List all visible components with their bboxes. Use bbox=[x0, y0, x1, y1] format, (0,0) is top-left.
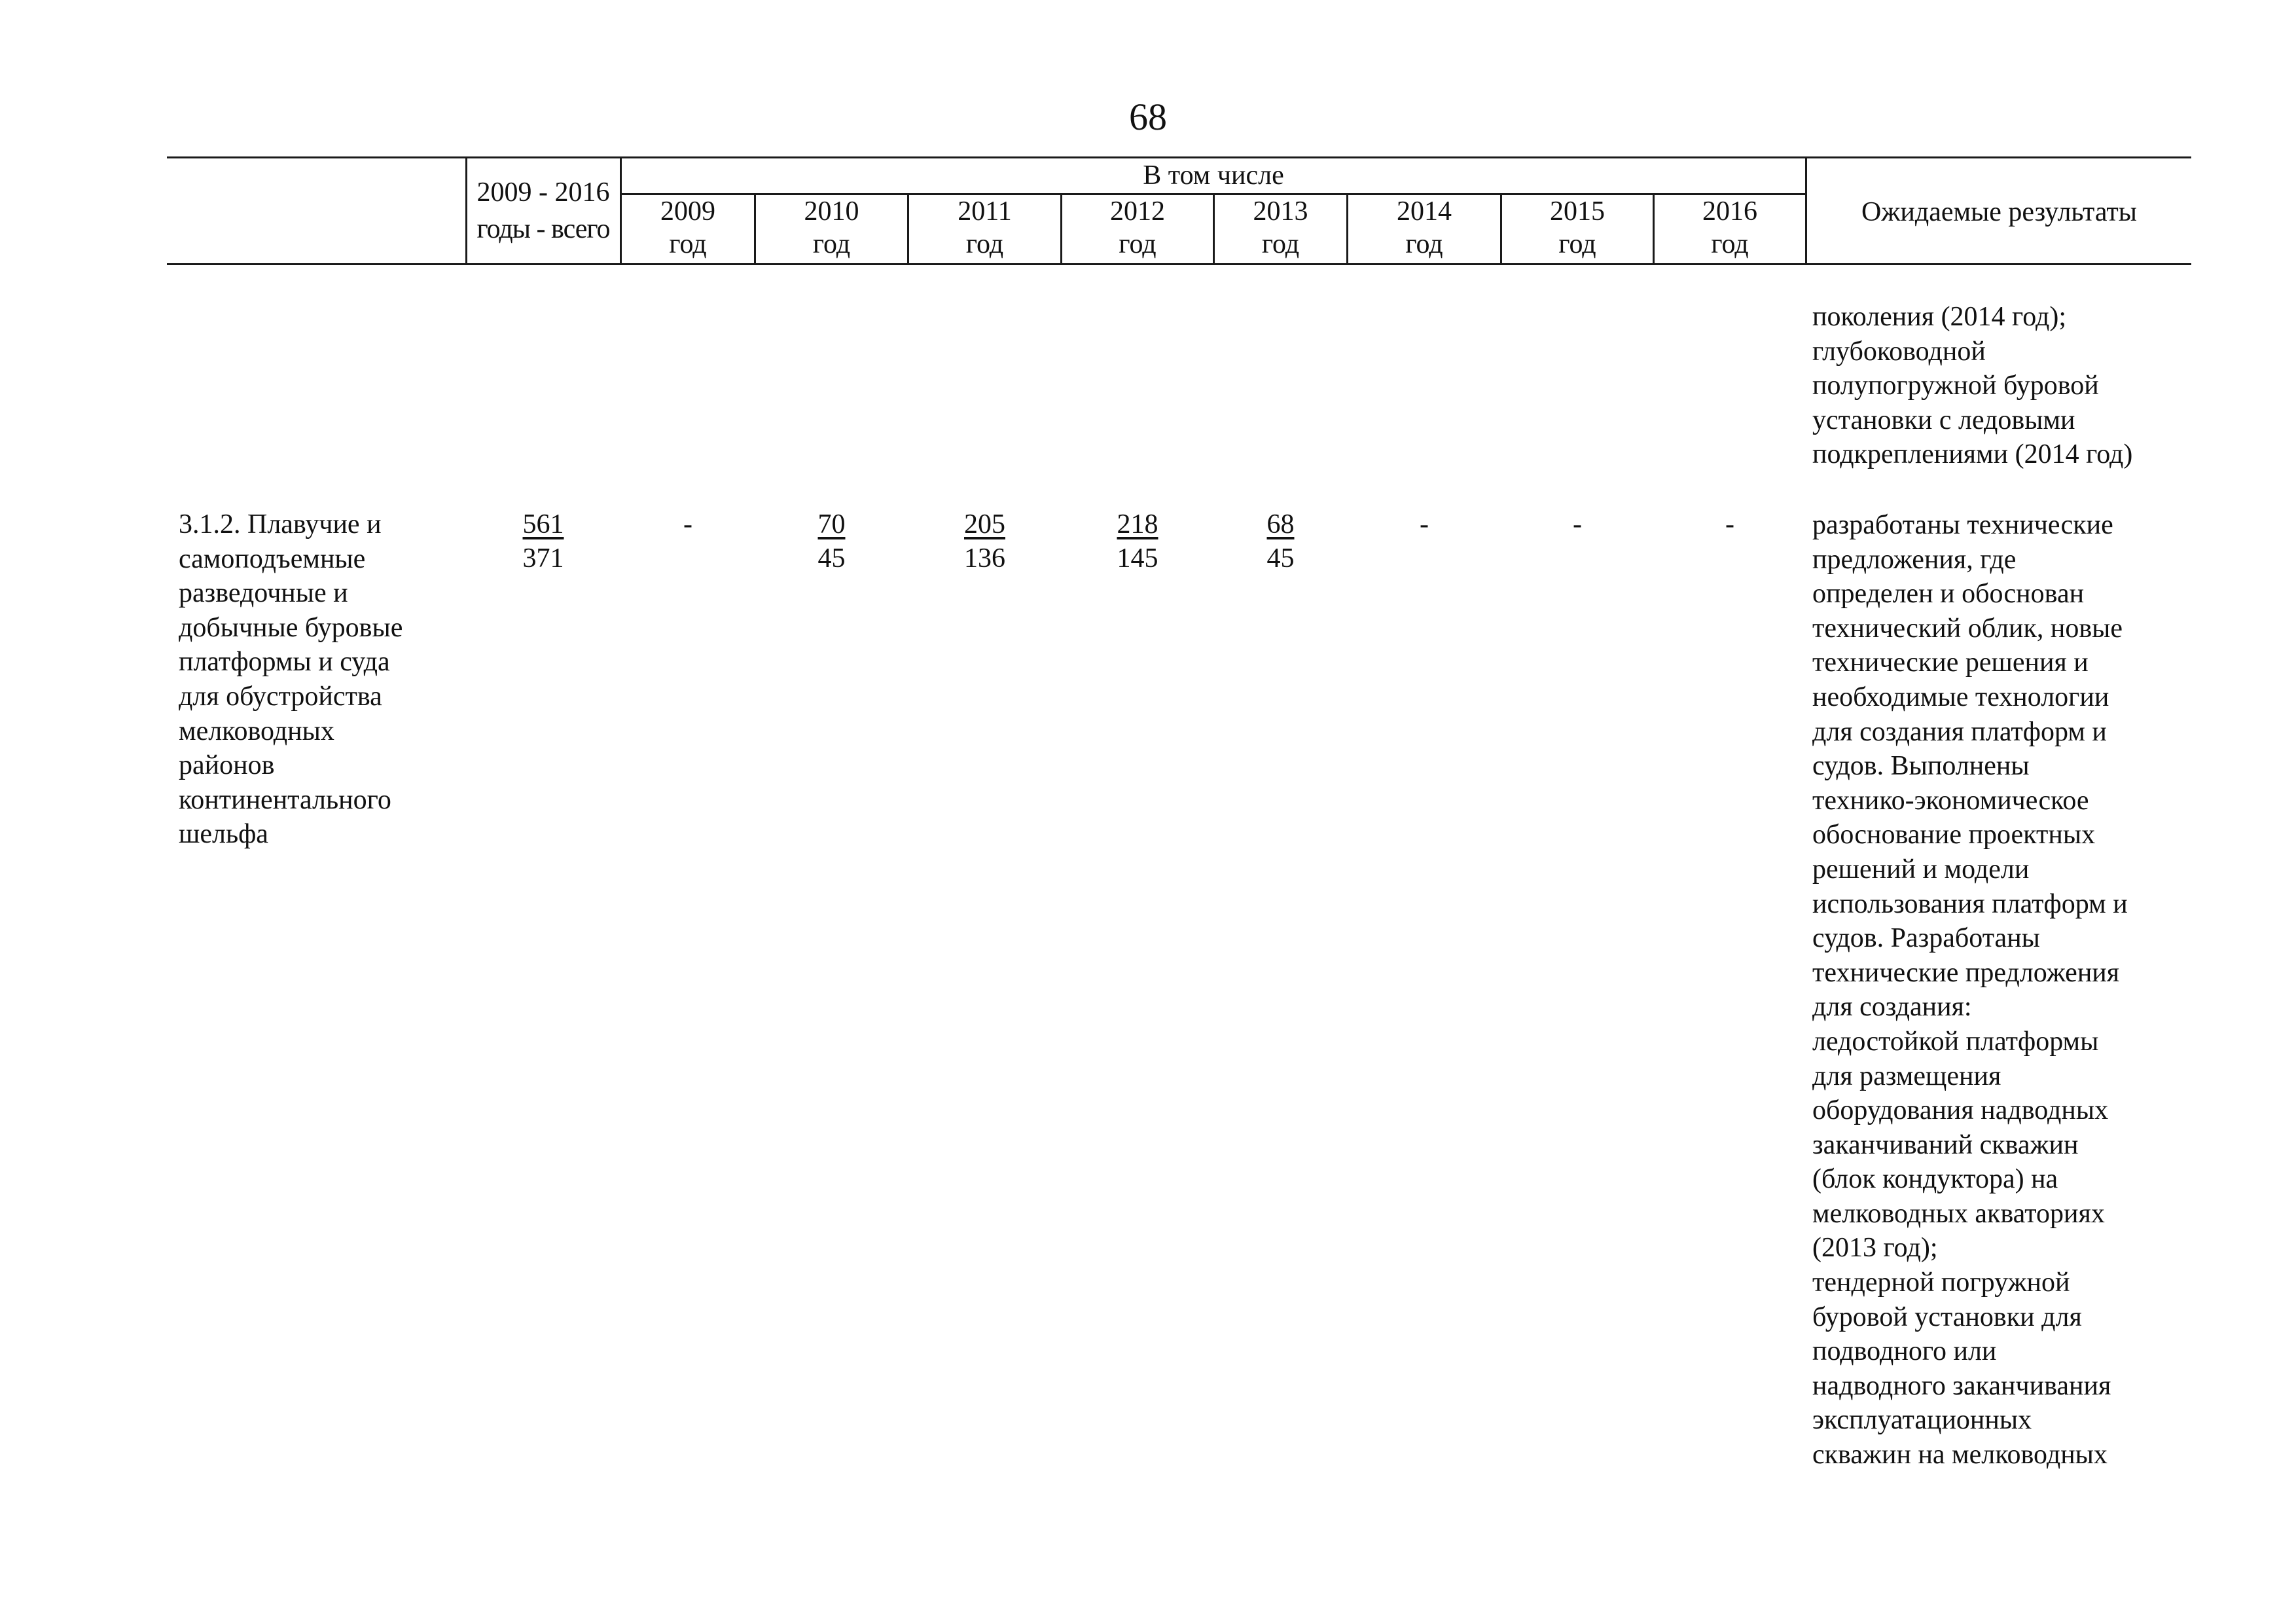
value-2013-top: 68 bbox=[1266, 509, 1295, 539]
year-header-2009 bbox=[622, 195, 754, 261]
year-unit: год bbox=[669, 229, 707, 259]
year-label: 2011 bbox=[958, 196, 1012, 227]
value-2009: - bbox=[683, 509, 692, 539]
year-label: 2016 bbox=[1702, 196, 1757, 227]
header-bottom-rule bbox=[167, 263, 2191, 265]
row-name: 3.1.2. Плавучие и самоподъемные разведочные и добычные буровые платформы и суда для обустройства мелководных районов континентального шельфа bbox=[179, 509, 403, 850]
total-value-bottom: 371 bbox=[522, 543, 564, 574]
value-2012-bottom: 145 bbox=[1117, 543, 1158, 574]
continued-results: поколения (2014 год); глубоководной полупогружной буровой установки с ледовыми подкреплениями (2014 год) bbox=[1812, 302, 2133, 470]
year-header-2010 bbox=[756, 195, 907, 261]
year-unit: год bbox=[1558, 229, 1596, 259]
total-header-line2: годы - всего bbox=[476, 214, 610, 244]
year-header-2016 bbox=[1655, 195, 1805, 261]
page-number: 68 bbox=[1129, 96, 1167, 138]
value-2013-bottom: 45 bbox=[1266, 543, 1295, 574]
year-label: 2009 bbox=[660, 196, 715, 227]
year-unit: год bbox=[1261, 229, 1300, 259]
value-2016: - bbox=[1725, 509, 1734, 539]
header-top-rule bbox=[167, 156, 2191, 158]
year-header-2012 bbox=[1062, 195, 1213, 261]
total-header-line1: 2009 - 2016 bbox=[476, 177, 610, 208]
total-value-top: 561 bbox=[522, 509, 564, 539]
year-header-2014 bbox=[1348, 195, 1500, 261]
year-unit: год bbox=[812, 229, 851, 259]
year-unit: год bbox=[1711, 229, 1749, 259]
year-header-2013 bbox=[1215, 195, 1346, 261]
year-label: 2014 bbox=[1397, 196, 1452, 227]
value-2010-bottom: 45 bbox=[817, 543, 846, 574]
year-unit: год bbox=[1405, 229, 1443, 259]
year-unit: год bbox=[1119, 229, 1157, 259]
total-value bbox=[467, 507, 620, 575]
value-2011 bbox=[909, 507, 1060, 575]
year-header-2011 bbox=[909, 195, 1060, 261]
year-label: 2013 bbox=[1253, 196, 1308, 227]
including-header: В том числе bbox=[1143, 160, 1284, 191]
value-2015: - bbox=[1573, 509, 1582, 539]
results-header: Ожидаемые результаты bbox=[1861, 197, 2137, 227]
row-results: разработаны технические предложения, где определен и обоснован технический облик, новые технические решения и необходимые технологии для создания платформ и судов. Выполнены технико-экономическое обоснование проектных решений и модели использования платформ и судов. Разработаны технические предложения для создания: ледостойкой платформы для размещения оборудования надводных заканчиваний скважин (блок кондуктора) на мелководных акваториях (2013 год); тендерной погружной буровой установки для подводного или надводного заканчивания эксплуатационных скважин на мелководных bbox=[1812, 510, 2128, 1470]
value-2013 bbox=[1215, 507, 1346, 575]
value-2011-top: 205 bbox=[964, 509, 1005, 539]
value-2012-top: 218 bbox=[1117, 509, 1158, 539]
value-2014: - bbox=[1420, 509, 1429, 539]
year-label: 2010 bbox=[804, 196, 859, 227]
year-label: 2012 bbox=[1110, 196, 1165, 227]
value-2012 bbox=[1062, 507, 1213, 575]
value-2010-top: 70 bbox=[817, 509, 846, 539]
year-label: 2015 bbox=[1550, 196, 1605, 227]
value-2011-bottom: 136 bbox=[964, 543, 1005, 574]
total-header bbox=[467, 174, 620, 247]
year-unit: год bbox=[965, 229, 1004, 259]
value-2010 bbox=[756, 507, 907, 575]
year-header-2015 bbox=[1502, 195, 1653, 261]
